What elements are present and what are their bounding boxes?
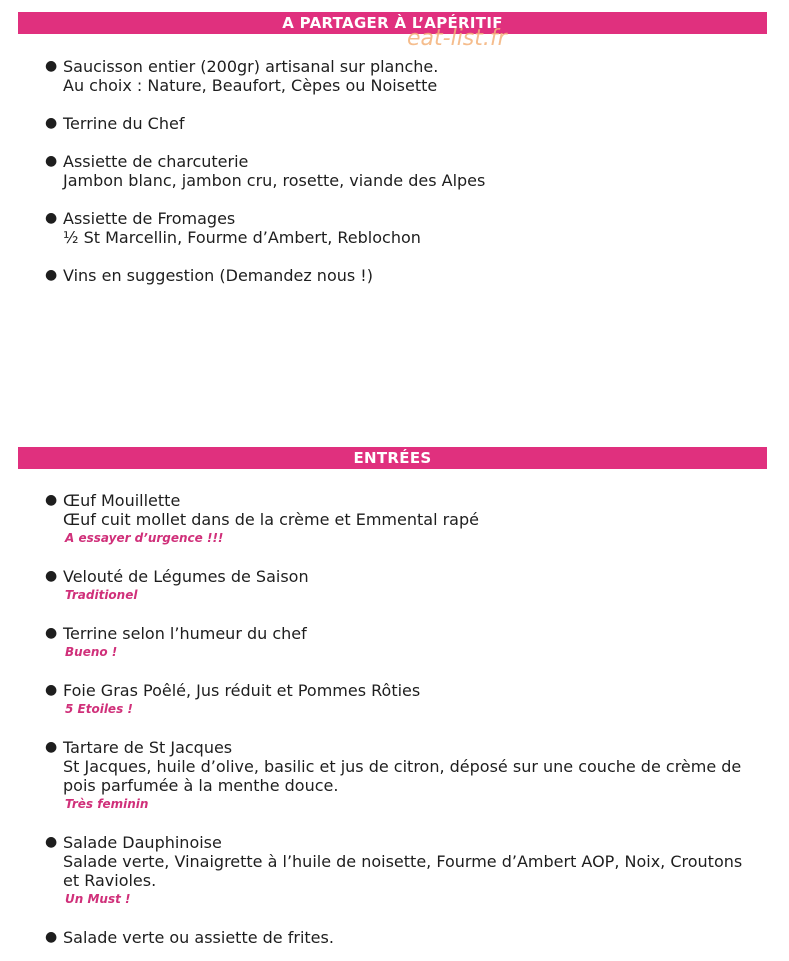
list-item (0, 567, 760, 605)
item-name: Salade Dauphinoise (63, 833, 222, 852)
bullet-icon: ● (45, 153, 58, 169)
list-item (0, 266, 760, 285)
item-description: Œuf cuit mollet dans de la crème et Emmental rapé (63, 510, 479, 529)
aperitif-list (0, 57, 760, 285)
item-note: Bueno ! (65, 645, 118, 659)
item-name: Assiette de charcuterie (63, 152, 249, 171)
item-description: Au choix : Nature, Beaufort, Cèpes ou Noisette (63, 76, 438, 95)
item-note: Traditionel (65, 588, 138, 602)
item-name: Salade verte ou assiette de frites. (63, 928, 334, 947)
list-item (0, 114, 760, 133)
item-description: St Jacques, huile d’olive, basilic et jus de citron, déposé sur une couche de crème de (63, 757, 742, 776)
item-name: Vins en suggestion (Demandez nous !) (63, 266, 373, 285)
section-title-entrees: ENTRÉES (353, 449, 432, 467)
bullet-icon: ● (45, 58, 58, 74)
bullet-icon: ● (45, 568, 58, 584)
item-name: Velouté de Légumes de Saison (63, 567, 309, 586)
bullet-icon: ● (45, 834, 58, 850)
list-item (0, 57, 760, 95)
section-header-aperitif (18, 12, 767, 34)
item-description: Jambon blanc, jambon cru, rosette, viande des Alpes (63, 171, 486, 190)
item-name: Terrine du Chef (63, 114, 185, 133)
item-name: Terrine selon l’humeur du chef (63, 624, 307, 643)
item-name: Foie Gras Poêlé, Jus réduit et Pommes Rôties (63, 681, 421, 700)
entrees-list (0, 491, 760, 947)
section-header-entrees (18, 447, 767, 469)
list-item (0, 209, 760, 247)
list-item (0, 681, 760, 719)
list-item (0, 928, 760, 947)
bullet-icon: ● (45, 115, 58, 131)
bullet-icon: ● (45, 267, 58, 283)
item-description-cont: pois parfumée à la menthe douce. (63, 776, 339, 795)
bullet-icon: ● (45, 492, 58, 508)
list-item (0, 738, 760, 814)
bullet-icon: ● (45, 929, 58, 945)
bullet-icon: ● (45, 210, 58, 226)
item-note: A essayer d’urgence !!! (65, 531, 224, 545)
section-title-aperitif: A PARTAGER À L’APÉRITIF (282, 14, 503, 32)
list-item (0, 624, 760, 662)
item-note: Un Must ! (65, 892, 131, 906)
watermark: eat-list.fr (407, 26, 507, 51)
item-name: Saucisson entier (200gr) artisanal sur planche. (63, 57, 439, 76)
item-name: Tartare de St Jacques (63, 738, 233, 757)
item-note: Très feminin (65, 797, 149, 811)
item-name: Assiette de Fromages (63, 209, 236, 228)
bullet-icon: ● (45, 739, 58, 755)
item-name: Œuf Mouillette (63, 491, 181, 510)
item-description: Salade verte, Vinaigrette à l’huile de noisette, Fourme d’Ambert AOP, Noix, Croutons (63, 852, 743, 871)
item-description-cont: et Ravioles. (63, 871, 157, 890)
list-item (0, 152, 760, 190)
list-item (0, 833, 760, 909)
bullet-icon: ● (45, 625, 58, 641)
list-item (0, 491, 760, 548)
item-note: 5 Etoiles ! (65, 702, 133, 716)
item-description: ½ St Marcellin, Fourme d’Ambert, Reblochon (63, 228, 421, 247)
bullet-icon: ● (45, 682, 58, 698)
